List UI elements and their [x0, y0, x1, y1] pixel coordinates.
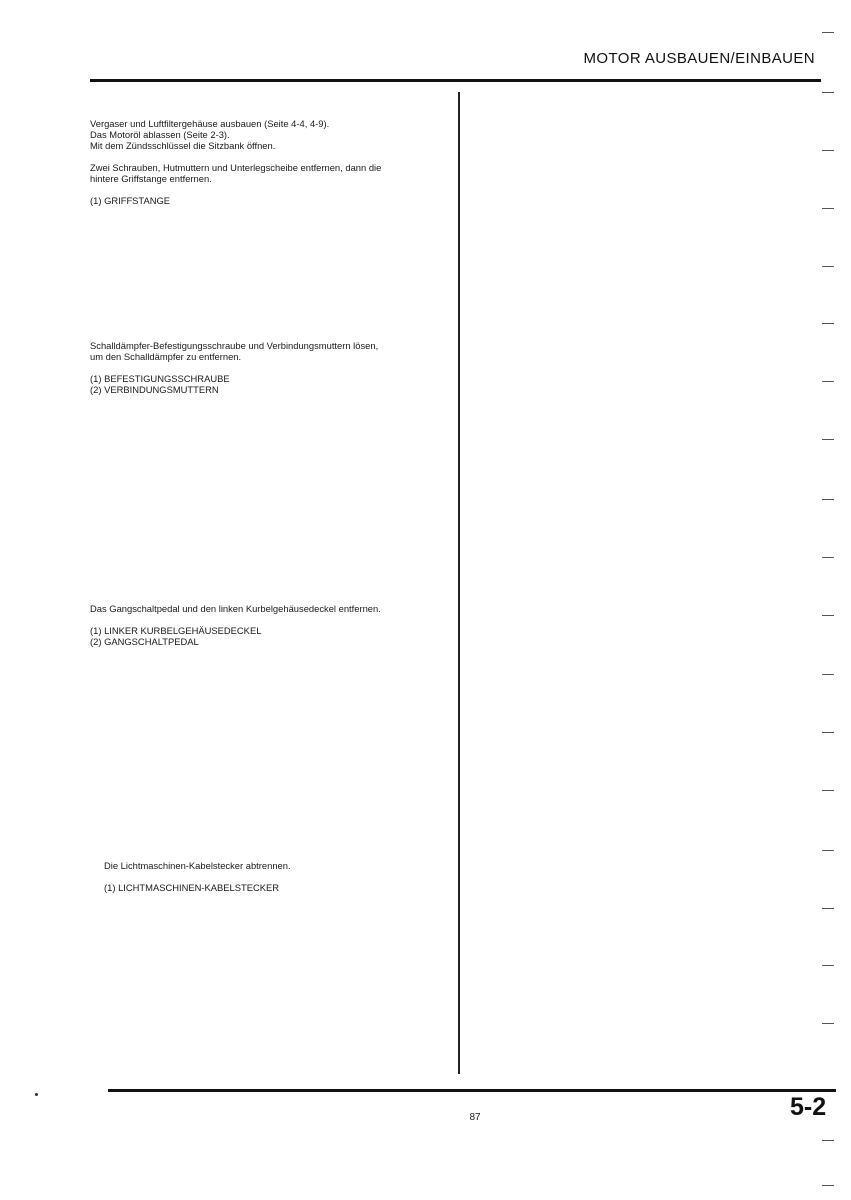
- edge-mark: [822, 1140, 834, 1141]
- page-number: 87: [469, 1112, 481, 1123]
- edge-mark: [822, 965, 834, 966]
- edge-mark: [822, 908, 834, 909]
- instruction-line: Die Lichtmaschinen-Kabelstecker abtrennen.: [104, 860, 291, 871]
- step-block-2: [90, 340, 450, 395]
- edge-mark: [822, 615, 834, 616]
- column-divider: [458, 92, 460, 1074]
- edge-mark: [822, 674, 834, 675]
- edge-mark: [822, 499, 834, 500]
- page-header-title: MOTOR AUSBAUEN/EINBAUEN: [583, 50, 815, 67]
- edge-mark: [822, 32, 834, 33]
- step-block-3: [90, 603, 450, 647]
- edge-mark: [822, 150, 834, 151]
- step-block-4: [104, 860, 464, 893]
- instruction-line: hintere Griffstange entfernen.: [90, 173, 212, 184]
- instruction-line: Zwei Schrauben, Hutmuttern und Unterlegscheibe entfernen, dann die: [90, 162, 382, 173]
- instruction-line: Mit dem Zündsschlüssel die Sitzbank öffnen.: [90, 140, 276, 151]
- instruction-line: Vergaser und Luftfiltergehäuse ausbauen (Seite 4-4, 4-9).: [90, 118, 330, 129]
- edge-mark: [822, 790, 834, 791]
- instruction-line: Schalldämpfer-Befestigungsschraube und Verbindungsmuttern lösen,: [90, 340, 379, 351]
- edge-mark: [822, 208, 834, 209]
- scan-dot: [35, 1093, 38, 1096]
- section-page-number: 5-2: [790, 1093, 827, 1121]
- footer-rule: [108, 1089, 836, 1092]
- callout-label: (2) GANGSCHALTPEDAL: [90, 636, 199, 647]
- edge-mark: [822, 1185, 834, 1186]
- instruction-line: um den Schalldämpfer zu entfernen.: [90, 351, 242, 362]
- edge-mark: [822, 439, 834, 440]
- instruction-line: Das Gangschaltpedal und den linken Kurbelgehäusedeckel entfernen.: [90, 603, 381, 614]
- callout-label: (2) VERBINDUNGSMUTTERN: [90, 384, 219, 395]
- edge-mark: [822, 92, 834, 93]
- callout-label: (1) GRIFFSTANGE: [90, 195, 171, 206]
- edge-mark: [822, 266, 834, 267]
- step-block-1: [90, 118, 450, 206]
- callout-label: (1) BEFESTIGUNGSSCHRAUBE: [90, 373, 230, 384]
- edge-mark: [822, 381, 834, 382]
- callout-label: (1) LINKER KURBELGEHÄUSEDECKEL: [90, 625, 262, 636]
- callout-label: (1) LICHTMASCHINEN-KABELSTECKER: [104, 882, 280, 893]
- edge-mark: [822, 557, 834, 558]
- instruction-line: Das Motoröl ablassen (Seite 2-3).: [90, 129, 230, 140]
- edge-mark: [822, 850, 834, 851]
- edge-mark: [822, 1023, 834, 1024]
- edge-mark: [822, 732, 834, 733]
- header-rule: [90, 79, 821, 82]
- edge-mark: [822, 323, 834, 324]
